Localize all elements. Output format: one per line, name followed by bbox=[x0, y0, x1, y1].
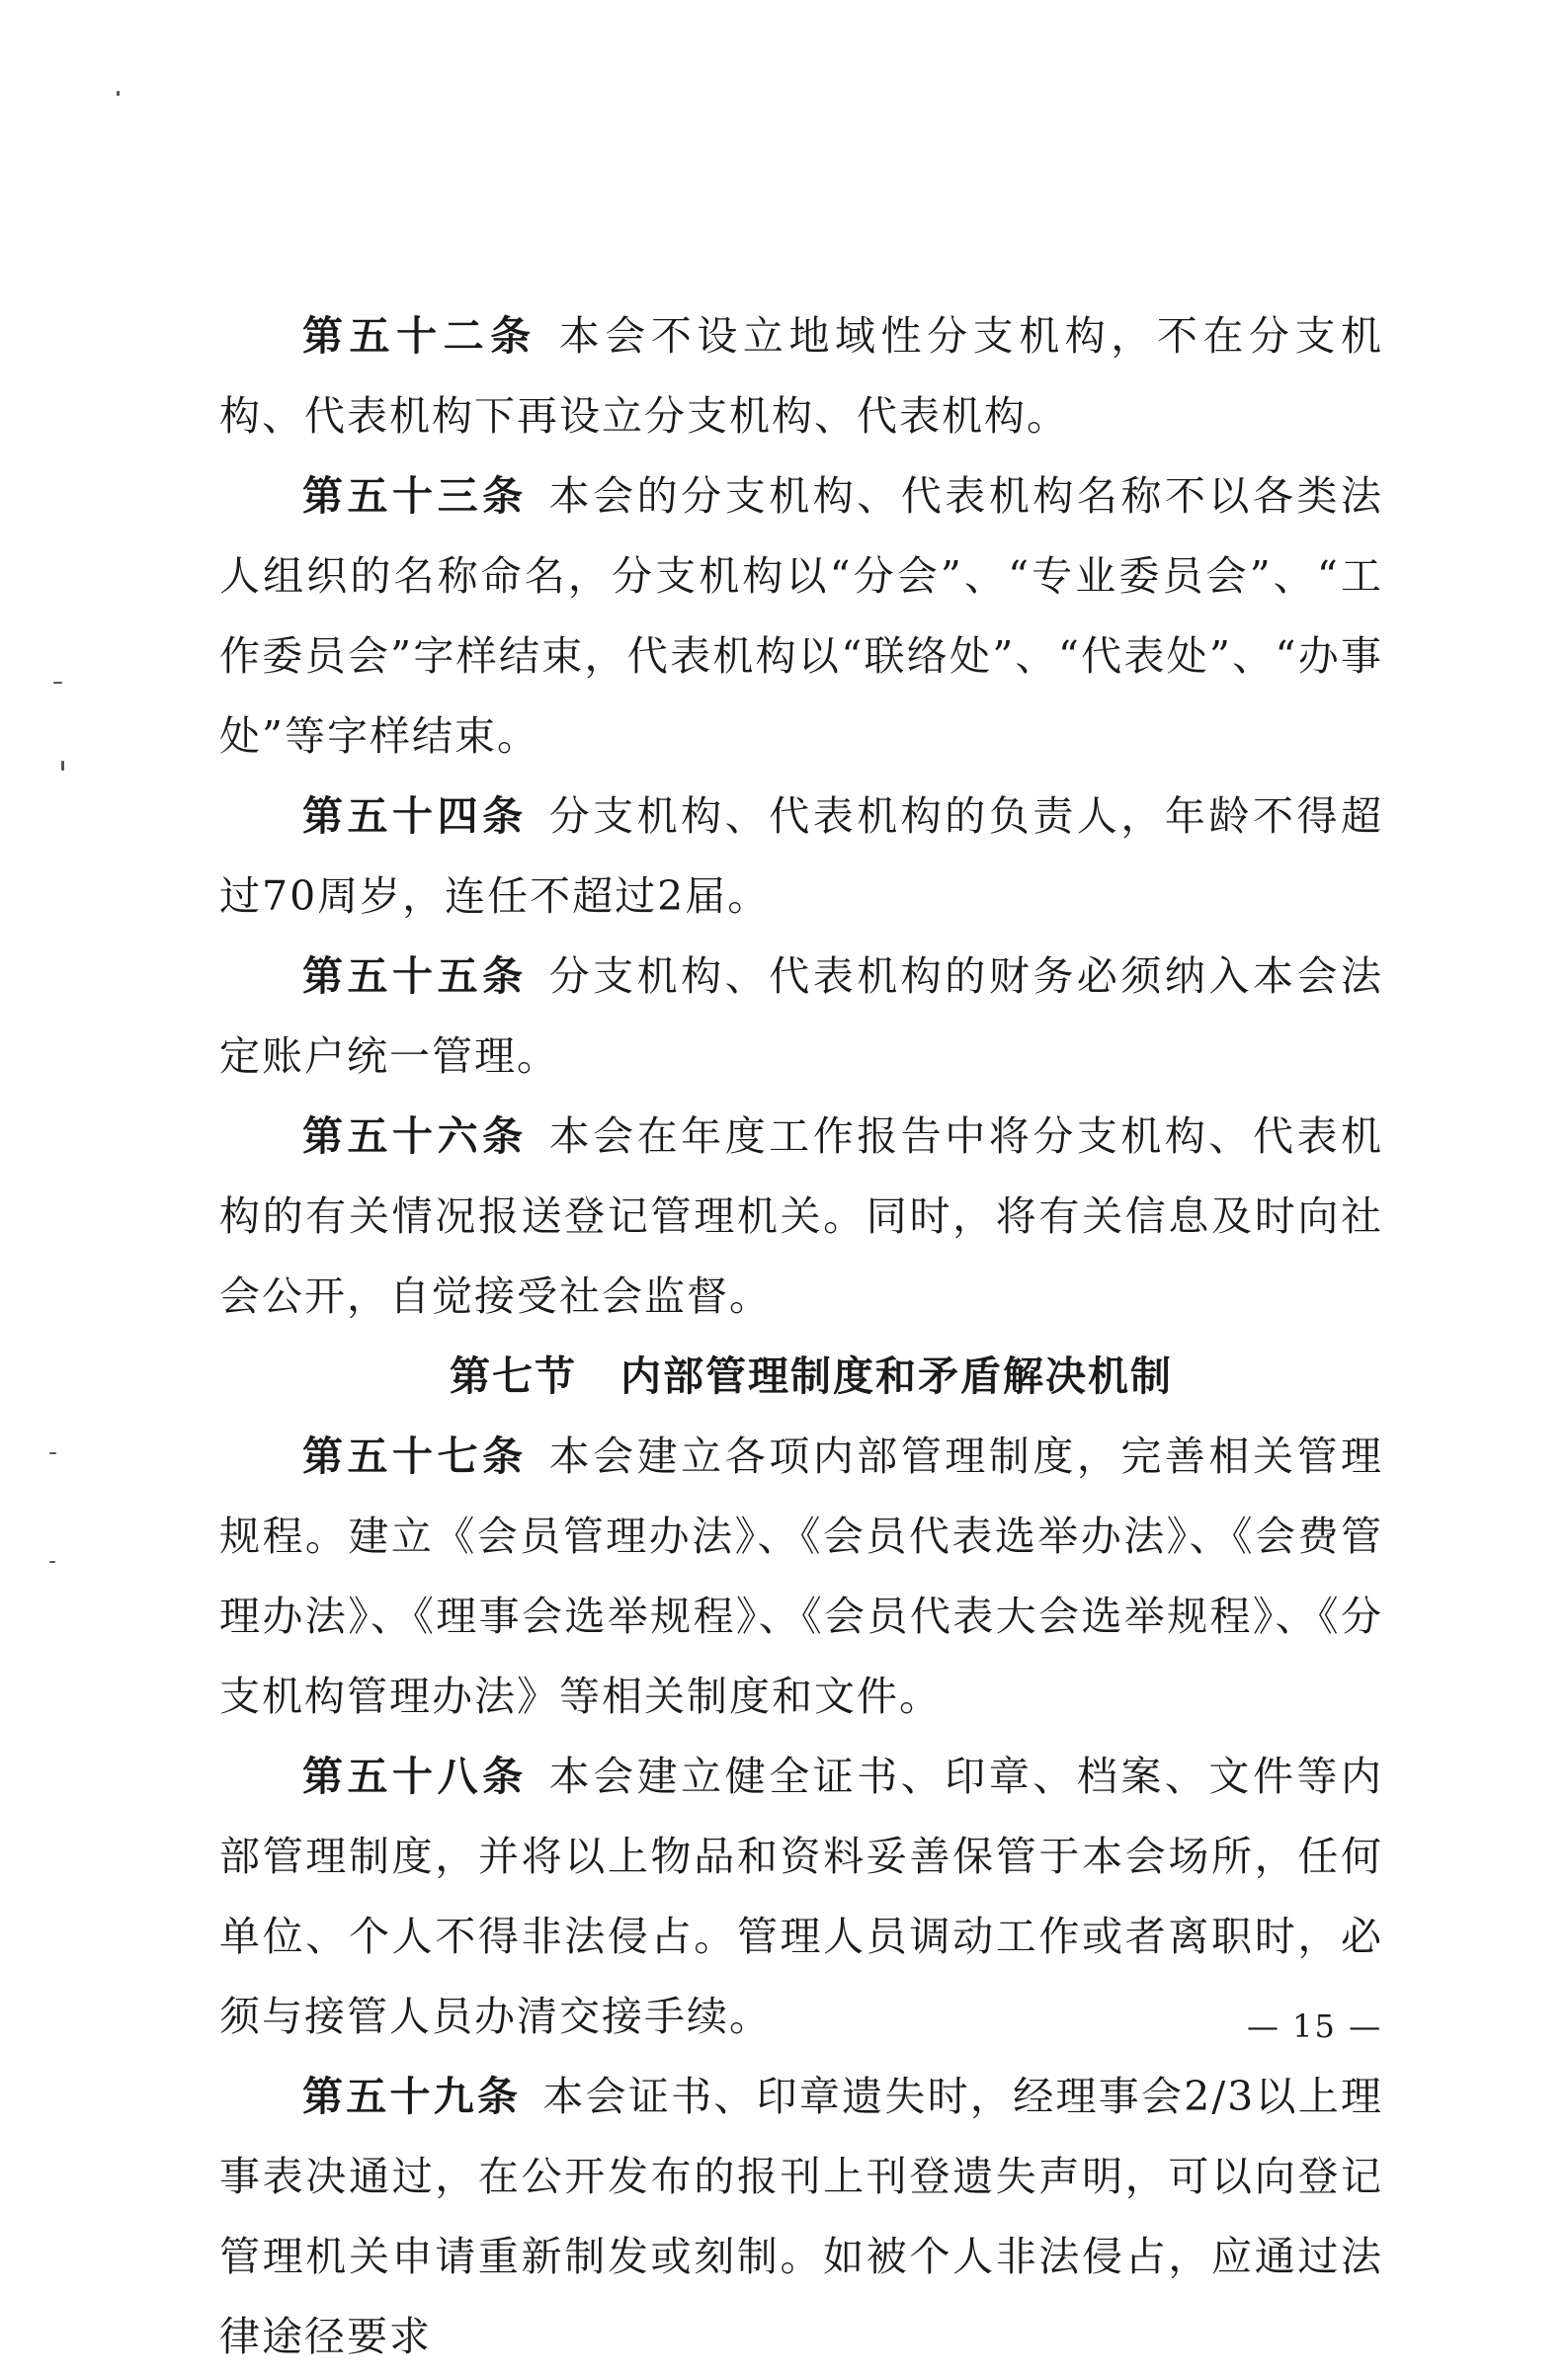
article-59 bbox=[219, 2057, 1383, 2377]
article-number: 第五十五条 bbox=[302, 952, 528, 1000]
article-52 bbox=[219, 296, 1383, 456]
article-text: 本会证书、印章遗失时，经理事会2/3以上理事表决通过，在公开发布的报刊上刊登遗失声明，可以向登记管理机关申请重新制发或刻制。如被个人非法侵占，应通过法律途径要求 bbox=[219, 2073, 1384, 2360]
scan-speck bbox=[53, 682, 62, 684]
scan-speck bbox=[49, 1561, 55, 1563]
article-number: 第五十八条 bbox=[302, 1753, 528, 1800]
article-57 bbox=[219, 1417, 1383, 1737]
section-number: 第七节 bbox=[450, 1352, 577, 1400]
article-text: 本会建立健全证书、印章、档案、文件等内部管理制度，并将以上物品和资料妥善保管于本会场所，任何单位、个人不得非法侵占。管理人员调动工作或者离职时，必须与接管人员办清交接手续。 bbox=[219, 1753, 1383, 2040]
page-number: — 15 — bbox=[1247, 2008, 1383, 2045]
article-text: 分支机构、代表机构的财务必须纳入本会法定账户统一管理。 bbox=[219, 952, 1383, 1080]
article-56 bbox=[219, 1097, 1383, 1337]
article-53 bbox=[219, 456, 1383, 777]
section-heading bbox=[219, 1337, 1383, 1417]
section-title: 内部管理制度和矛盾解决机制 bbox=[620, 1352, 1173, 1400]
article-text: 本会不设立地域性分支机构，不在分支机构、代表机构下再设立分支机构、代表机构。 bbox=[219, 312, 1384, 440]
scan-speck bbox=[61, 761, 64, 771]
article-number: 第五十四条 bbox=[302, 792, 528, 840]
article-58 bbox=[219, 1737, 1383, 2057]
article-text: 本会的分支机构、代表机构名称不以各类法人组织的名称命名，分支机构以“分会”、“专业委员会”、“工作委员会”字样结束，代表机构以“联络处”、“代表处”、“办事处”等字样结束。 bbox=[219, 472, 1383, 760]
article-number: 第五十三条 bbox=[302, 472, 528, 520]
scan-speck bbox=[117, 91, 120, 96]
scan-speck bbox=[49, 1452, 56, 1454]
article-55 bbox=[219, 937, 1383, 1097]
article-number: 第五十六条 bbox=[302, 1112, 528, 1160]
article-number: 第五十七条 bbox=[302, 1433, 528, 1480]
article-text: 本会在年度工作报告中将分支机构、代表机构的有关情况报送登记管理机关。同时，将有关信息及时向社会公开，自觉接受社会监督。 bbox=[219, 1112, 1383, 1320]
article-text: 本会建立各项内部管理制度，完善相关管理规程。建立《会员管理办法》、《会员代表选举办法》、《会费管理办法》、《理事会选举规程》、《会员代表大会选举规程》、《分支机构管理办法》等相关制度和文件。 bbox=[219, 1433, 1383, 1720]
article-number: 第五十九条 bbox=[302, 2073, 522, 2120]
article-54 bbox=[219, 777, 1383, 937]
article-text: 分支机构、代表机构的负责人，年龄不得超过70周岁，连任不超过2届。 bbox=[219, 792, 1383, 920]
document-body bbox=[219, 296, 1383, 2377]
article-number: 第五十二条 bbox=[302, 312, 537, 360]
